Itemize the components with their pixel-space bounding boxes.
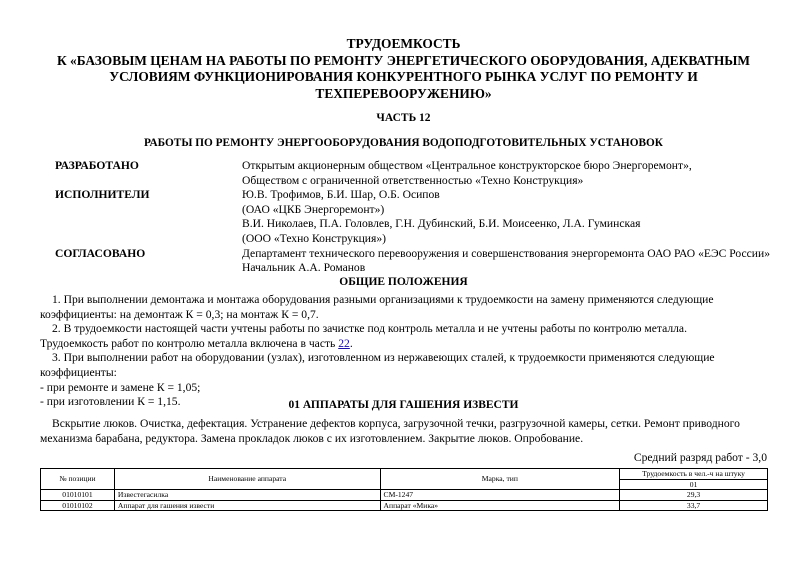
provision-3-item: - при ремонте и замене К = 1,05; xyxy=(40,380,201,394)
table-header-row xyxy=(41,469,768,480)
labor-table xyxy=(40,468,768,511)
performers-line: В.И. Николаев, П.А. Головлев, Г.Н. Дубинский, Б.И. Моисеенко, Л.А. Гуминская xyxy=(242,217,641,231)
general-provisions-heading: ОБЩИЕ ПОЛОЖЕНИЯ xyxy=(339,276,468,288)
cell-labor: 29,3 xyxy=(620,490,768,501)
developed-label: РАЗРАБОТАНО xyxy=(55,159,139,172)
cell-name: Аппарат для гашения извести xyxy=(114,500,380,511)
col-header-brand: Марка, тип xyxy=(380,469,620,490)
agreed-line: Начальник А.А. Романов xyxy=(242,261,366,275)
apparatus-description: Вскрытие люков. Очистка, дефектация. Устранение дефектов корпуса, загрузочной течки, разгрузочной камеры, сетки. Ремонт приводного механизма барабана, редуктора. Замена прокладок люков с их изготовлением. Закрытие люков. Опробование. xyxy=(40,417,740,445)
provision-3: 3. При выполнении работ на оборудовании (узлах), изготовленном из нержавеющих сталей, к трудоемкости применяются следующие коэффициенты: xyxy=(40,351,715,379)
document-subtitle: К «БАЗОВЫМ ЦЕНАМ НА РАБОТЫ ПО РЕМОНТУ ЭНЕРГЕТИЧЕСКОГО ОБОРУДОВАНИЯ, АДЕКВАТНЫМ УСЛОВИЯМ ФУНКЦИОНИРОВАНИЯ КОНКУРЕНТНОГО РЫНКА УСЛУГ ПО РЕМОНТУ И ТЕХПЕРЕВООРУЖЕНИЮ» xyxy=(56,52,751,101)
provision-text-end: . xyxy=(349,336,353,350)
document-title: ТРУДОЕМКОСТЬ xyxy=(346,36,461,51)
cell-labor: 33,7 xyxy=(620,500,768,511)
performers-line: (ООО «Техно Конструкция») xyxy=(242,231,386,245)
cell-position: 01010101 xyxy=(41,490,115,501)
col-header-labor: Трудоемкость в чел.-ч на штуку xyxy=(620,469,768,480)
agreed-value xyxy=(242,247,775,276)
provision-2: 2. В трудоемкости настоящей части учтены работы по зачистке под контроль металла и не учтены работы по контролю металла. xyxy=(52,322,687,336)
developed-row xyxy=(55,159,775,188)
performers-line: (ОАО «ЦКБ Энергоремонт») xyxy=(242,202,385,216)
provision-3-item: - при изготовлении К = 1,15. xyxy=(40,395,181,409)
apparatus-heading: 01 АППАРАТЫ ДЛЯ ГАШЕНИЯ ИЗВЕСТИ xyxy=(288,399,519,411)
agreed-row xyxy=(55,247,775,276)
col-header-labor-code: 01 xyxy=(620,479,768,490)
table-row xyxy=(41,490,768,501)
section-heading: РАБОТЫ ПО РЕМОНТУ ЭНЕРГООБОРУДОВАНИЯ ВОДОПОДГОТОВИТЕЛЬНЫХ УСТАНОВОК xyxy=(144,137,663,149)
part-22-link[interactable]: 22 xyxy=(338,336,350,350)
credits-block xyxy=(55,159,775,276)
table-row xyxy=(41,500,768,511)
performers-line: Ю.В. Трофимов, Б.И. Шар, О.Б. Осипов xyxy=(242,188,440,202)
provision-text: Трудоемкость работ по контролю металла включена в часть xyxy=(40,336,339,350)
provision-2-continued xyxy=(40,337,770,352)
performers-row xyxy=(55,188,775,246)
cell-brand: СМ-1247 xyxy=(380,490,620,501)
performers-value xyxy=(242,188,775,246)
provision-1: 1. При выполнении демонтажа и монтажа оборудования разными организациями к трудоемкости на замену применяются следующие коэффициенты: на демонтаж К = 0,3; на монтаж К = 0,7. xyxy=(40,293,714,321)
part-heading: ЧАСТЬ 12 xyxy=(376,112,431,124)
average-grade: Средний разряд работ - 3,0 xyxy=(633,451,767,464)
col-header-position: № позиции xyxy=(41,469,115,490)
document-header xyxy=(40,36,767,102)
col-header-name: Наименование аппарата xyxy=(114,469,380,490)
agreed-label: СОГЛАСОВАНО xyxy=(55,246,146,260)
developed-line: Открытым акционерным обществом «Центральное конструкторское бюро Энергоремонт», xyxy=(242,159,692,172)
developed-line: Обществом с ограниченной ответственностью «Техно Конструкция» xyxy=(242,173,584,187)
performers-label: ИСПОЛНИТЕЛИ xyxy=(55,188,150,202)
cell-name: Известегасилка xyxy=(114,490,380,501)
developed-value xyxy=(242,159,775,188)
agreed-line: Департамент технического перевооружения и совершенствования энергоремонта ОАО РАО «ЕЭС России» xyxy=(242,246,770,260)
general-provisions xyxy=(40,293,770,410)
cell-brand: Аппарат «Мика» xyxy=(380,500,620,511)
cell-position: 01010102 xyxy=(41,500,115,511)
